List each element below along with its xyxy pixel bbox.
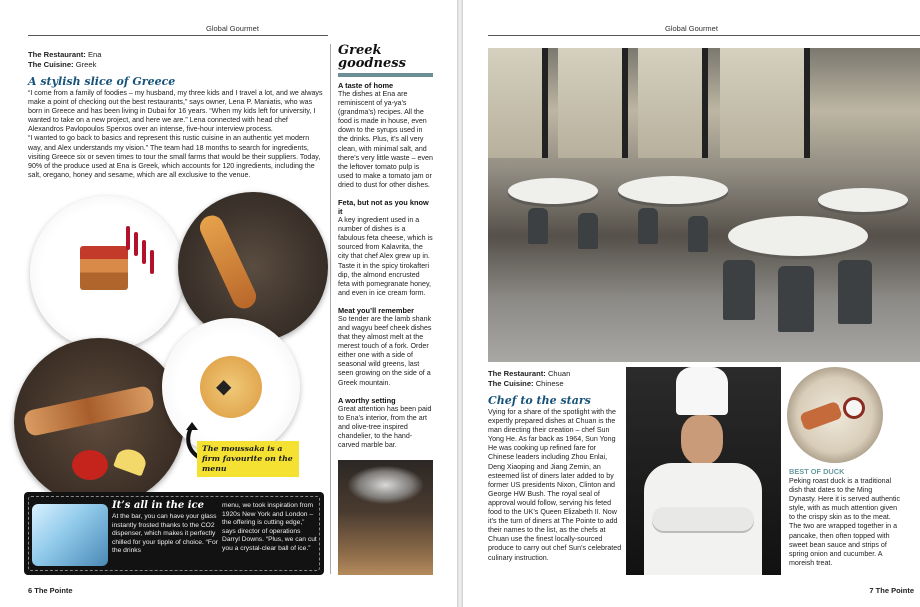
sauce-stroke <box>126 226 130 250</box>
restaurant-name: Ena <box>87 50 102 59</box>
sauce-bowl <box>843 397 865 419</box>
dining-table <box>818 188 908 212</box>
sidebar-text: A key ingredient used in a number of dishes is a fabulous feta cheese, which is sourced from Kalavrita, the city that chef Alex grew up in. Taste it in the spicy tirokafteri dip, the almond encrusted feta with pomegranate honey, and even in ice cream form. <box>338 216 433 297</box>
ena-cuisine-line <box>28 60 324 70</box>
duck-paragraph: Peking roast duck is a traditional dish that dates to the Ming Dynasty. Here it is served authentic style, with as much attention given to the crispy skin as to the meat. The two are wrapped together in a pancake, then often topped with sweet bean sauce and strips of spring onion and cucumber. A moreish treat. <box>789 477 901 567</box>
lemon-wedge <box>113 446 149 477</box>
sidebar-title-line: goodness <box>338 56 406 71</box>
sidebar-heading: A taste of home <box>338 81 394 90</box>
ice-feature-box <box>24 492 324 575</box>
lasagne-plate-photo <box>30 196 184 350</box>
sidebar-title-line: Greek <box>338 43 382 58</box>
moussaka-caption: The moussaka is a firm favourite on the menu <box>197 441 299 477</box>
section-header-left: Global Gourmet <box>206 24 259 33</box>
header-rule-left <box>28 35 328 36</box>
sidebar-title <box>338 44 433 70</box>
sidebar-heading: Meat you’ll remember <box>338 305 414 315</box>
ice-cube-photo <box>32 504 108 566</box>
wall-panel <box>488 48 548 158</box>
dining-chair <box>688 216 708 252</box>
header-rule-right <box>488 35 920 36</box>
cuisine-label: The Cuisine: <box>488 379 534 388</box>
left-page <box>0 0 457 607</box>
sidebar-heading: Feta, but not as you know it <box>338 198 429 217</box>
peking-duck-photo <box>787 367 883 463</box>
restaurant-label: The Restaurant: <box>28 50 86 59</box>
chuan-cuisine-line <box>488 379 624 389</box>
restaurant-label: The Restaurant: <box>488 369 546 378</box>
chef-face <box>681 415 723 465</box>
sauce-stroke <box>150 250 154 274</box>
wall-panel <box>720 48 810 158</box>
sauce-stroke <box>142 240 146 264</box>
grilled-skewer <box>23 385 156 437</box>
sidebar-heading: A worthy setting <box>338 395 396 405</box>
dining-table <box>508 178 598 204</box>
ena-paragraph: “I wanted to go back to basics and represent this rustic cuisine in an authentic yet modern way, and Alex understands my vision.” The team had 18 months to search for ingredients, visiting Greece six or seven times to tour the small farms that would be their suppliers. Today, 90% of the produce used at Ena is Greek, which accounts for 120 ingredients, including the salt, oregano, honey and sesame, which are all exclusive to the venue. <box>28 134 321 179</box>
chef-hat <box>676 367 728 415</box>
duck-article <box>789 467 901 568</box>
chuan-article <box>488 369 624 563</box>
dining-chair <box>578 213 598 249</box>
sidebar-text: Great attention has been paid to Ena’s interior, from the art and olive-tree inspired chandelier, to the hand-carved marble bar. <box>338 404 432 449</box>
pie-decoration-icon: ◆ <box>216 376 232 398</box>
page-number-left: 6 The Pointe <box>28 586 73 595</box>
pastry-plate-photo <box>178 192 328 342</box>
ena-restaurant-line <box>28 50 324 60</box>
sidebar-text: So tender are the lamb shank and wagyu beef cheek dishes that they almost melt at the merest touch of a fork. Order either one with a side of seasonal wild greens, last seen growing on the side of a Greek mountain. <box>338 314 432 387</box>
wall-panel <box>638 48 708 158</box>
lasagne-dish <box>80 246 128 290</box>
duck-slices <box>799 401 843 432</box>
chuan-restaurant-line <box>488 369 624 379</box>
cuisine-label: The Cuisine: <box>28 60 74 69</box>
dining-table <box>728 216 868 256</box>
ice-box-title: It’s all in the ice <box>112 500 204 511</box>
ena-headline: A stylish slice of Greece <box>28 75 176 88</box>
chef-crossed-arms <box>652 507 754 531</box>
chandelier <box>348 466 423 504</box>
dining-chair <box>528 208 548 244</box>
section-header-right: Global Gourmet <box>665 24 718 33</box>
dining-chair <box>778 266 814 332</box>
skewer-plate-photo <box>14 338 184 506</box>
chuan-headline: Chef to the stars <box>488 394 591 407</box>
ice-box-text: At the bar, you can have your glass instantly frosted thanks to the CO2 dispenser, which makes it perfectly chilled for your tipple of choice. “For the drinks <box>112 513 218 555</box>
moussaka-pie <box>200 356 262 418</box>
ice-box-text: menu, we took inspiration from 1920s New York and London – the offering is cutting edge,” says director of operations Darryl Downs. “Plus, we can cut you a crystal-clear ball of ice.” <box>222 502 317 552</box>
sauce-stroke <box>134 232 138 256</box>
page-number-right: 7 The Pointe <box>869 586 914 595</box>
sidebar-text: The dishes at Ena are reminiscent of ya-ya’s (grandma’s) recipes. All the food is made in house, even down to the syrups used in the drinks. Plus, it’s all very clean, with minimal salt, and there’s very little waste – even the leftover tomato pulp is used to make a tomato jam or dried to dust for other dishes. <box>338 90 433 189</box>
column-divider <box>330 44 331 574</box>
chuan-paragraph: Vying for a share of the spotlight with the expertly prepared dishes at Chuan is the man directing their creation – chef Sun Yong He. As far back as 1964, Sun Yong He was cooking up refined fare for Chinese leaders including Zhou Enlai, Deng Xiaoping and Jiang Zemin, an esteemed list of diners later added to by former US presidents Nixon, Clinton and George HW Bush. The royal seal of approval would follow, serving his feted food to the UK’s Queen Elizabeth II. Now it’s the turn of diners at The Pointe to add their names to the list, as the chefs at Chuan use the finest locally-sourced produce to carry out chef Sun’s celebrated culinary instruction. <box>488 408 622 562</box>
cuisine-name: Chinese <box>535 379 564 388</box>
dining-chair <box>638 208 658 244</box>
restaurant-name: Chuan <box>547 369 571 378</box>
ena-paragraph: “I come from a family of foodies – my husband, my three kids and I travel a lot, and we always make a point of checking out the best restaurants,” says owner, Lena P. Maniatis, who was born in Greece and has been living in Dubai for 16 years. “When my kids left for university, I wanted to take on a new project, and here we are.” Lena connected with head chef Alexandros Pavlopoulos Sperxos over an intense, five-hour interview process. <box>28 89 323 134</box>
greek-goodness-sidebar <box>338 44 433 450</box>
cuisine-name: Greek <box>75 60 97 69</box>
right-page <box>463 0 920 607</box>
wall-panel <box>558 48 628 158</box>
dining-chair <box>838 260 872 324</box>
ena-article <box>28 50 324 180</box>
sidebar-accent-bar <box>338 73 433 77</box>
tomato-dip <box>72 450 108 480</box>
duck-heading: BEST OF DUCK <box>789 467 845 476</box>
pastry-roll <box>196 212 260 313</box>
dining-table <box>618 176 728 204</box>
dining-chair <box>723 260 755 320</box>
chuan-dining-room-photo <box>488 48 920 362</box>
bar-interior-photo <box>338 460 433 575</box>
chef-portrait-photo <box>626 367 781 575</box>
